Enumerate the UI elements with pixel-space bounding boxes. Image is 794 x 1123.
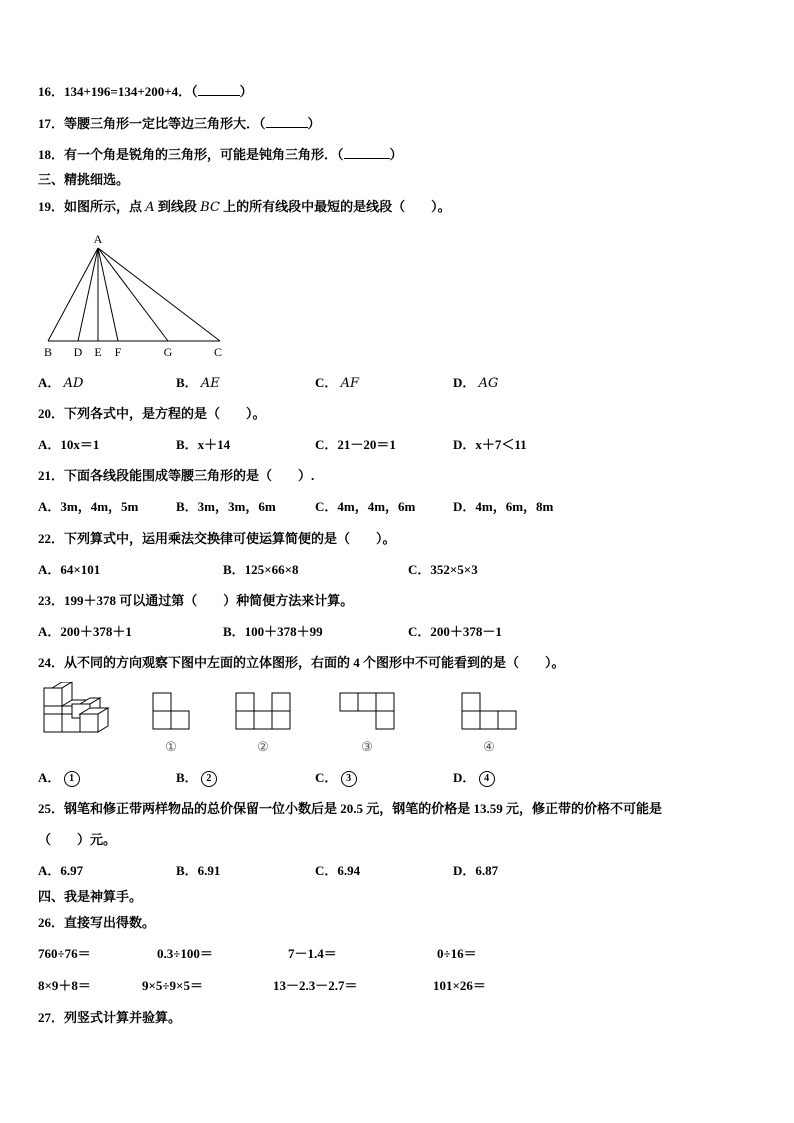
question-24: 24．从不同的方向观察下图中左面的立体图形，右面的 4 个图形中不可能看到的是（ ）。: [38, 655, 565, 670]
view-2: [236, 693, 290, 729]
answer-blank[interactable]: [266, 115, 308, 128]
option-b[interactable]: B．100＋378＋99: [223, 624, 323, 639]
option-a[interactable]: A．10x＝1: [38, 437, 100, 452]
view-3: [340, 693, 394, 729]
view-1: [153, 693, 189, 729]
option-c[interactable]: C．352×5×3: [408, 562, 478, 577]
circled-number: 2: [201, 771, 217, 787]
option-b[interactable]: B． 2: [176, 770, 217, 787]
option-c[interactable]: C．4m，4m，6m: [315, 499, 416, 514]
calc-item: 101×26＝: [433, 978, 486, 993]
option-b[interactable]: B． AE: [176, 375, 220, 391]
question-25-cont: （ ）元。: [38, 832, 117, 847]
question-20: 20．下列各式中，是方程的是（ ）。: [38, 406, 266, 421]
section-3-heading: 三、精挑细选。: [38, 172, 130, 187]
option-a[interactable]: A．6.97: [38, 863, 84, 878]
option-a[interactable]: A．3m，4m，5m: [38, 499, 139, 514]
label-B: B: [43, 345, 53, 359]
option-a[interactable]: A．64×101: [38, 562, 101, 577]
option-a[interactable]: A． AD: [38, 375, 84, 391]
label-G: G: [163, 345, 173, 359]
label-E: E: [94, 345, 102, 359]
question-18: 18．有一个角是锐角的三角形，可能是钝角三角形．（ ）: [38, 147, 403, 162]
view-4: [462, 693, 516, 729]
answer-blank[interactable]: [344, 146, 390, 159]
question-26: 26．直接写出得数。: [38, 915, 156, 930]
label-A: A: [93, 232, 103, 246]
calc-item: 0÷16＝: [437, 946, 477, 961]
triangle-figure: [38, 228, 238, 360]
label-D: D: [73, 345, 83, 359]
option-c[interactable]: C． 3: [315, 770, 357, 787]
option-c[interactable]: C．6.94: [315, 863, 361, 878]
view-label-1: ①: [165, 739, 177, 754]
circled-number: 3: [341, 771, 357, 787]
view-label-4: ④: [483, 739, 495, 754]
cube-views-figure: [38, 682, 528, 762]
circled-number: 1: [64, 771, 80, 787]
label-F: F: [114, 345, 122, 359]
option-b[interactable]: B．6.91: [176, 863, 221, 878]
option-c[interactable]: C． AF: [315, 375, 360, 391]
question-17: 17．等腰三角形一定比等边三角形大．（ ）: [38, 116, 321, 131]
option-d[interactable]: D．4m，6m，8m: [453, 499, 554, 514]
option-d[interactable]: D． AG: [453, 375, 499, 391]
question-27: 27．列竖式计算并验算。: [38, 1010, 182, 1025]
option-c[interactable]: C．200＋378－1: [408, 624, 502, 639]
circled-number: 4: [479, 771, 495, 787]
option-b[interactable]: B．3m，3m，6m: [176, 499, 276, 514]
calc-item: 760÷76＝: [38, 946, 91, 961]
option-b[interactable]: B．125×66×8: [223, 562, 299, 577]
label-C: C: [213, 345, 223, 359]
solid-cubes: [44, 682, 108, 732]
question-22: 22．下列算式中，运用乘法交换律可使运算简便的是（ ）。: [38, 531, 396, 546]
option-d[interactable]: D． 4: [453, 770, 495, 787]
question-21: 21．下面各线段能围成等腰三角形的是（ ）.: [38, 468, 315, 483]
calc-item: 9×5÷9×5＝: [142, 978, 203, 993]
option-d[interactable]: D．x＋7＜11: [453, 437, 527, 452]
view-label-2: ②: [257, 739, 269, 754]
option-b[interactable]: B．x＋14: [176, 437, 231, 452]
answer-blank[interactable]: [198, 83, 240, 96]
section-4-heading: 四、我是神算手。: [38, 889, 143, 904]
calc-item: 13－2.3－2.7＝: [273, 978, 358, 993]
option-a[interactable]: A． 1: [38, 770, 80, 787]
option-c[interactable]: C．21－20＝1: [315, 437, 396, 452]
calc-item: 7－1.4＝: [288, 946, 337, 961]
question-25: 25．钢笔和修正带两样物品的总价保留一位小数后是 20.5 元，钢笔的价格是 13.59 元，修正带的价格不可能是: [38, 801, 663, 816]
question-23: 23．199＋378 可以通过第（ ）种简便方法来计算。: [38, 593, 354, 608]
view-label-3: ③: [361, 739, 373, 754]
option-d[interactable]: D．6.87: [453, 863, 499, 878]
calc-item: 0.3÷100＝: [157, 946, 213, 961]
option-a[interactable]: A．200＋378＋1: [38, 624, 132, 639]
question-19: 19．如图所示，点 A 到线段 BC 上的所有线段中最短的是线段（ ）。: [38, 199, 451, 215]
calc-item: 8×9＋8＝: [38, 978, 91, 993]
question-16: 16．134+196=134+200+4．（ ）: [38, 84, 253, 99]
